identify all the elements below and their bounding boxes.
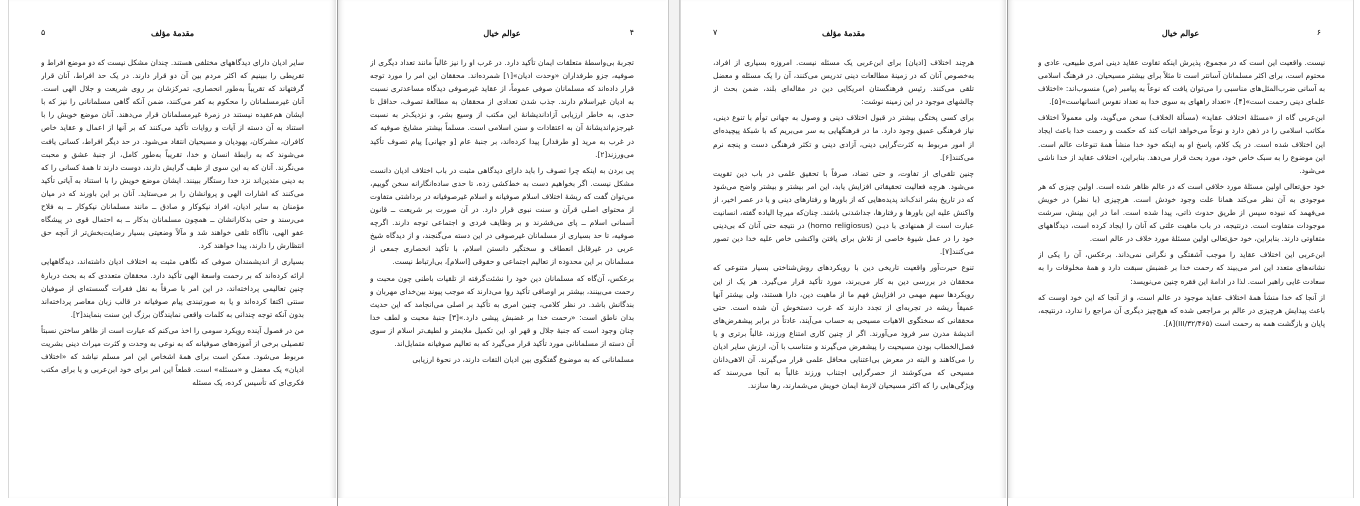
running-header [1040, 28, 1321, 42]
page-body [713, 56, 974, 484]
page-body [1038, 56, 1325, 484]
page-number: ۴ [629, 28, 634, 37]
paragraph: پی بردن به اینکه چرا تصوف را باید دارای دیدگاهی مثبت در باب اختلاف ادیان دانست مشکل نیست. اگر بخواهیم دست به خط‌کشی زده، تا حدی ساده‌انگارانه سخن گوییم، می‌توان گفت که ریشهٔ اختلاف اسلام صوفیانه و اسلام غیرصوفیانه در برداشتی متفاوت از محتوای اصلی قرآن و سنت نبوی قرار دارد. در آن صورت بر شریعت ــ قانون آسمانی اسلام ــ پای می‌فشرند و بر وظایف فردی و اجتماعی توجه دارند. اگرچه صوفیه، تا حد بسیاری از مسلمانان غیرصوفی در این دسته می‌گنجند، و از دیدگاه شیخ عربی در غیرقابل انعطاف و سختگیر دانستن اسلام، با تأکید انحصاری جمعی از مسلمانان بر این محدوده از تعالیم اجتماعی و حقوقی [اسلام]، بی‌ارتباط نیست. [370, 165, 634, 267]
header-title: مقدمهٔ مؤلف [821, 28, 866, 38]
header-title: عوالم خیال [1161, 28, 1200, 38]
page-body [370, 56, 634, 484]
header-title: عوالم خیال [483, 28, 521, 38]
paragraph: از آنجا که خدا منشأ همهٔ اختلاف عقاید موجود در عالم است، و از آنجا که این خود اوست که باعث پیدایش هرچیزی در عالم بر مراجعی شده که هیچ‌چیز دیگری آن مراجع را ندارد، درنتیجه، پایان و بازگشت همه به رحمت است (۳۲/۴۶۵/III)[۸]. [1038, 292, 1325, 328]
paragraph: تجربهٔ بی‌واسطهٔ متعلقات ایمان تأکید دارد. در غرب او را نیز غالباً مانند تعداد دیگری از صوفیه، جزو طرفداران «وحدت ادیان»[۱] شمرده‌اند. محققان این امر را مورد توجه قرار داده‌اند که مسلمانان صوفی عموماً، از عقاید غیرصوفی دیدگاه مساعدتری نسبت به ادیان غیراسلام دارند. جذب شدن تعدادی از محققان به مطالعهٔ تصوف، حداقل تا حدی، به خاطر ارزیابی آزاداندیشانهٔ این مکتب از وسیع بشر، و نزدیک‌تر به نسبت غیرجزم‌اندیشانهٔ آن به اعتقادات و سنن اسلامی است. مسلماً بیشتر مشایخ صوفیه که در غرب به مرید [و طرفدار] پیدا کرده‌اند، بر جنبهٔ عام [و جهانی] پیام تصوف تأکید می‌ورزند[۲]. [370, 58, 634, 159]
paragraph: هرچند اختلاف [ادیان] برای ابن‌عربی یک مسئله نیست. امروزه بسیاری از افراد، به‌خصوص آنان که در زمینهٔ مطالعات دینی تدریس می‌کنند، آن را یک مسئله و معضل تلقی می‌کنند. رئیس فرهنگستان امریکایی دین در مقاله‌ای بلند، ضمن بحث از چالشهای موجود در این زمینه نوشت: [713, 58, 974, 107]
paragraph: ابن‌عربی گاه از «مسئلهٔ اختلاف عقاید» (مسألة الخلاف) سخن می‌گوید، ولی معمولاً اختلاف مکاتب اسلامی را در ذهن دارد و نوعاً می‌خواهد اثبات کند که حکمت و رحمت خدا باعث ایجاد این اختلاف شده است. در یک کلام، پاسخ او به اینکه خود خدا منشأ همهٔ تنوعات عالم است. این موضوع را به سبک خاص خود، مورد بحث قرار می‌دهد. بنابراین، اختلاف عقاید از خدا ناشی می‌شود. [1038, 113, 1325, 175]
paragraph: مسلمانانی که به موضوع گفتگوی بین ادیان التفات دارند، در نحوهٔ ارزیابی [412, 355, 634, 365]
paragraph: برعکس، آن‌گاه که مسلمانان دین خود را نشئت‌گرفته از تلقیات باطنی چون محبت و رحمت می‌بینند، بیشتر بر اوصافی تأکید روا می‌دارند که موجب پیوند بین‌خدای مهربان و بندگانش باشد. در نظر کلامی، چنین امری به تأکید بر اصلی می‌انجامد که این حدیث بدان ناطق است: «رحمت خدا بر غضبش پیشی دارد.»[۳] جنبهٔ محبت و لطف خدا چنان وجود است که جنبهٔ جلال و قهر او. این تکمیل ملایمتر و لطیف‌تر اسلام از سوی آن دسته از مسلمانانی مورد تأکید قرار می‌گیرد که به تعالیم صوفیانه متمایل‌اند. [370, 273, 634, 348]
paragraph: بسیاری از اندیشمندان صوفی که نگاهی مثبت به اختلاف ادیان داشته‌اند، دیدگاههایی ارائه کرده‌اند که بر رحمت واسعهٔ الهی تأکید دارد. محققان متعددی که به بحث دربارهٔ چنین تعالیمی پرداخته‌اند، در این امر با صرفاً به نقل فقرات گسسته‌ای از صوفیان سنتی اکتفا کرده‌اند و یا به صورتبندی پیام صوفیانه در قالب زبان معاصر پرداخته‌اند بدون آنکه توجه چندانی به کلمات واقعی نمایندگان برزگ این سنت بنمایند[۲]. [41, 257, 304, 319]
book-page [8, 0, 336, 498]
running-header [370, 28, 634, 42]
paragraph: خود حق‌تعالی اولین مسئلهٔ مورد خلافی است که در عالم ظاهر شده است. اولین چیزی که هر موجودی به آن نظر می‌کند همانا علت وجود خودش است. هرچیزی (با نظر) در خویش می‌فهمد که نبوده سپس از طریق حدوث ذاتی، پیدا شده است. اما در این بینش، سرشت موجودات متفاوت است. درنتیجه، در باب ماهیت علتی که آنان را ایجاد کرده است، دیدگاههای متفاوتی دارند. بنابراین، خود حق‌تعالی اولین مسئلهٔ مورد خلاف در عالم است. [1038, 181, 1325, 244]
page-number: ۷ [713, 28, 718, 37]
paragraph: ابن‌عربی این اختلاف عقاید را موجب آشفتگی و نگرانی نمی‌داند. برعکس، آن را یکی از نشانه‌های متعدد این امر می‌بیند که رحمت خدا بر غضبش سبقت دارد و همهٔ مخلوقات را به سعادت غایی راهبر است. لذا در ادامهٔ این فقره چنین می‌نویسد: [1038, 250, 1325, 286]
book-page [680, 0, 1006, 498]
paragraph: نیست. واقعیت این است که در مجموع، پذیرش اینکه تفاوت عقاید دینی امری طبیعی، عادی و محتوم است، برای اکثر مسلمانان آسانتر است تا مثلاً برای بیشتر مسیحیان. در فرهنگ اسلامی به آسانی ضرب‌المثل‌های مناسبی را می‌توان یافت که نوعاً به پیامبر (ص) منسوب‌اند: «اختلاف علمای دینی رحمت است»[۴]، «تعداد راههای به سوی خدا به تعداد نفوس انسانهاست»[۵]. [1038, 58, 1325, 107]
paragraph: تنوع حیرت‌آور واقعیت تاریخی دین با رویکردهای روش‌شناختی بسیار متنوعی که محققان در بررسی دین به کار می‌برند، مورد تأکید قرار می‌گیرد. هر یک از این رویکردها سهم مهمی در افزایش فهم ما از ماهیت دین، دارا هستند، ولی بیشتر آنها عمیقاً ریشه در تجربه‌ای از تجدد دارند که غرب دستخوش آن شده است. حتی محققانی که سختگوی الاهیات مسیحی به حساب می‌آیند، عادتاً در برابر پیشفرض‌های اندیشهٔ مدرن سر فرود می‌آورند. اگر از چنین کاری امتناع ورزند، غالباً برتری و یا فصل‌الخطاب بودن مسیحیت را پیشفرض می‌گیرند و متناسب با آن، ارزش سایر ادیان را می‌کاهند و البته در معرض بی‌اعتنایی محافل علمی قرار می‌گیرند. آن الاهی‌دانان مسیحی که می‌کوشند از حصرگرایی اجتناب ورزند غالباً به آنجا می‌رسند که ویژگی‌هایی را که اکثر مسیحیان لازمهٔ ایمان خویش می‌شمارند، رها سازند. [713, 263, 974, 391]
header-title: مقدمهٔ مؤلف [150, 28, 195, 38]
spread-separator [668, 0, 680, 506]
paragraph: چنین تلقی‌ای از تفاوت، و حتی تضاد، صرفاً با تحقیق علمی در باب دین تقویت می‌شود. هرچه فعالیت تحقیقاتی افزایش یابد، این امر بیشتر و بیشتر واضح می‌شود که در تاریخ بشر اندک‌اند پدیده‌هایی که از باورها و رفتارهای دینی و یا در عصر اخیر، از واکنش علیه این باورها و رفتارها، جداشدنی باشند. چنان‌که میرچا الیاده گفته، انسانیت عبارت است از همنهادی با دیـن (homo religiosus) در نتیجه حتی آنان که بی‌دینی خود را در عمل شیوهٔ خاصی از تلاش برای یافتن واکنشی خاص علیه خدا دین تصور می‌کنند[۷]. [713, 168, 974, 257]
book-page [338, 0, 666, 498]
paragraph: برای کسی پختگی بیشتر در قبول اختلاف دینی و وصول به جهانی توأم با تنوع دینی، نیاز فرهنگی عمیق وجود دارد. ما در فرهنگهایی به سر می‌بریم که با شبکهٔ پیچیده‌ای از امور مربوط به کثرت‌گرایی دینی، آزادی دینی و تکثر فرهنگی دست و پنجه نرم می‌کنند[۶]. [713, 113, 974, 162]
paragraph: سایر ادیان دارای دیدگاههای مختلفی هستند. چندان مشکل نیست که دو موضع افراط و تفریطی را ببینیم که اکثر مردم بین آن دو قرار دارند. در یک حد افراط، آنان قرار گرفتهاند که تقریباً به‌طور انحصاری، تمرکزشان بر روی شریعت و جلال الهی است. آنان غیرمسلمانان را محکوم به کفر می‌کنند، ضمن آنکه گاهی مسلمانانی را نیز که با ایشان هم‌عقیده نیستند در زمرهٔ غیرمسلمانان قرار می‌دهند. آنان موضع خویش را با استناد به آن دسته از آیات و روایات تأکید می‌کنند که بر آنها از اعمال و عقاید خاص کافران، مشرکان، یهودیان و مسیحیان انتقاد می‌شود. در حد دیگر افراط، کسانی یافت می‌شوند که به رابطهٔ انسان و خدا، تقریباً به‌طور کامل، از جنبهٔ عشق و محبت می‌نگرند. آنان که به این سوی از طیف گرایش دارند، دوست دارند تا همهٔ کسانی را که به دینی متدین‌اند نزد خدا رستگار ببینند. ایشان موضع خویش را با استناد به آیاتی تأکید می‌کنند که اشارات الهی و پروانشان را بر می‌ستاید. آنان بر این باورند که در میان مؤمنان به سایر ادیان، افراد نیکوکار و صادق ــ مانند مسلمانان نیکوکار ــ به فلاح می‌رسند و حتی بدکارانشان ــ همچون مسلمانان بدکار ــ به احتمال قوی در پیشگاه عفو الهی، ناآگاه تلقی خواهند شد و مآلاً وضعیتی بسیار رضایت‌بخش‌تر از آنچه حق انتظارش را دارند، پیدا خواهند کرد. [41, 58, 304, 251]
running-header [713, 28, 974, 42]
page-number: ۶ [1316, 28, 1321, 37]
page-number: ۵ [41, 28, 46, 37]
book-page [1008, 0, 1354, 498]
page-body [41, 56, 304, 484]
paragraph: من در فصول آینده رویکرد سومی را اخذ می‌کنم که عبارت است از ظاهر ساختن نسبتاً تفصیلی برخی از آموزه‌های صوفیانه که به نوعی به وحدت و کثرت میراث دینی بشریت مربوط می‌شود. ممکن است برای همهٔ اشخاص این امر مسلم نباشد که «اختلاف ادیان» یک معضل و «مسئله» است. قطعاً این امر برای خود ابن‌عربی و یا برای مکتب فکری‌ای که تأسیس کرده، یک مسئله [41, 325, 304, 388]
running-header [41, 28, 304, 42]
